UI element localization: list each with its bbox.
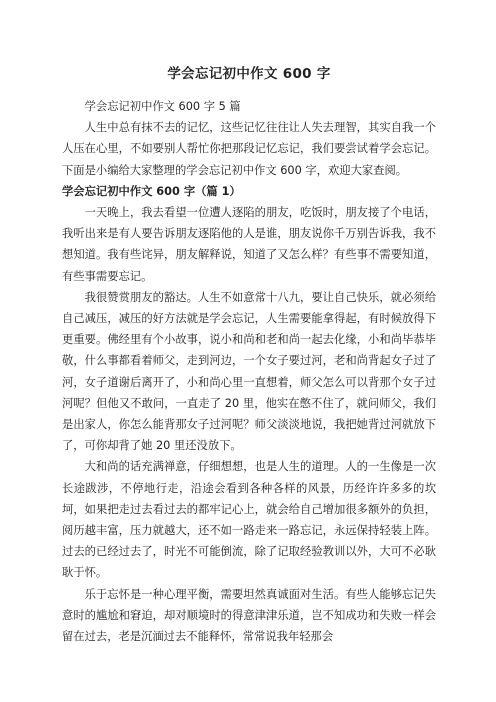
body-paragraph-3: 大和尚的话充满禅意，仔细想想，也是人生的道理。人的一生像是一次长途跋涉，不停地行走，沿途会看到各种各样的风景，历经许许多多的坎坷，如果把走过去看过去的都牢记心上，就会给自己增加很多额外的负担，阅历越丰富，压力就越大，还不如一路走来一路忘记，永远保持轻装上阵。过去的已经过去了，时光不可能倒流，除了记取经验教训以外，大可不必耿耿于怀。 <box>62 460 436 580</box>
document-subtitle: 学会忘记初中作文 600 字 5 篇 <box>84 100 241 113</box>
section-heading: 学会忘记初中作文 600 字（篇 1） <box>62 184 241 198</box>
body-paragraph-2: 我很赞赏朋友的豁达。人生不如意常十八九，要让自己快乐，就必须给自己减压，减压的好方法就是学会忘记，人生需要能拿得起，有时候放得下更重要。佛经里有个小故事，说小和尚和老和尚一起去化缘，小和尚毕恭毕敬，什么事都看着师父，走到河边，一个女子要过河，老和尚背起女子过了河，女子道谢后离开了，小和尚心里一直想着，师父怎么可以背那个女子过河呢？但他又不敢问，一直走了 20 里，他实在憋不住了，就问师父，我们是出家人，你怎么能背那女子过河呢？师父淡淡地说，我把她背过河就放下了，可你却背了她 20 里还没放下。 <box>62 290 436 453</box>
body-paragraph-1: 一天晚上，我去看望一位遭人逐陷的朋友，吃饭时，朋友接了个电话，我听出来是有人要告诉朋友逐陷他的人是谁，朋友说你千万别告诉我，我不想知道。我有些诧异，朋友解释说，知道了又怎么样？有些事不需要知道，有些事需要忘记。 <box>62 206 436 283</box>
body-paragraph-4: 乐于忘怀是一种心理平衡，需要坦然真诚面对生活。有些人能够忘记失意时的尴尬和窘迫，却对顺境时的得意津津乐道，岂不知成功和失败一样会留在过去，老是沉湎过去不能释怀，常常说我年轻那会 <box>62 587 436 644</box>
document-title: 学会忘记初中作文 600 字 <box>167 66 331 82</box>
intro-paragraph: 人生中总有抹不去的记忆，这些记忆往往让人失去理智，其实自我一个人压在心里，不如要别人帮忙你把那段记忆忘记，我们要尝试着学会忘记。下面是小编给大家整理的学会忘记初中作文 600 字，欢迎大家查阅。 <box>62 121 436 177</box>
